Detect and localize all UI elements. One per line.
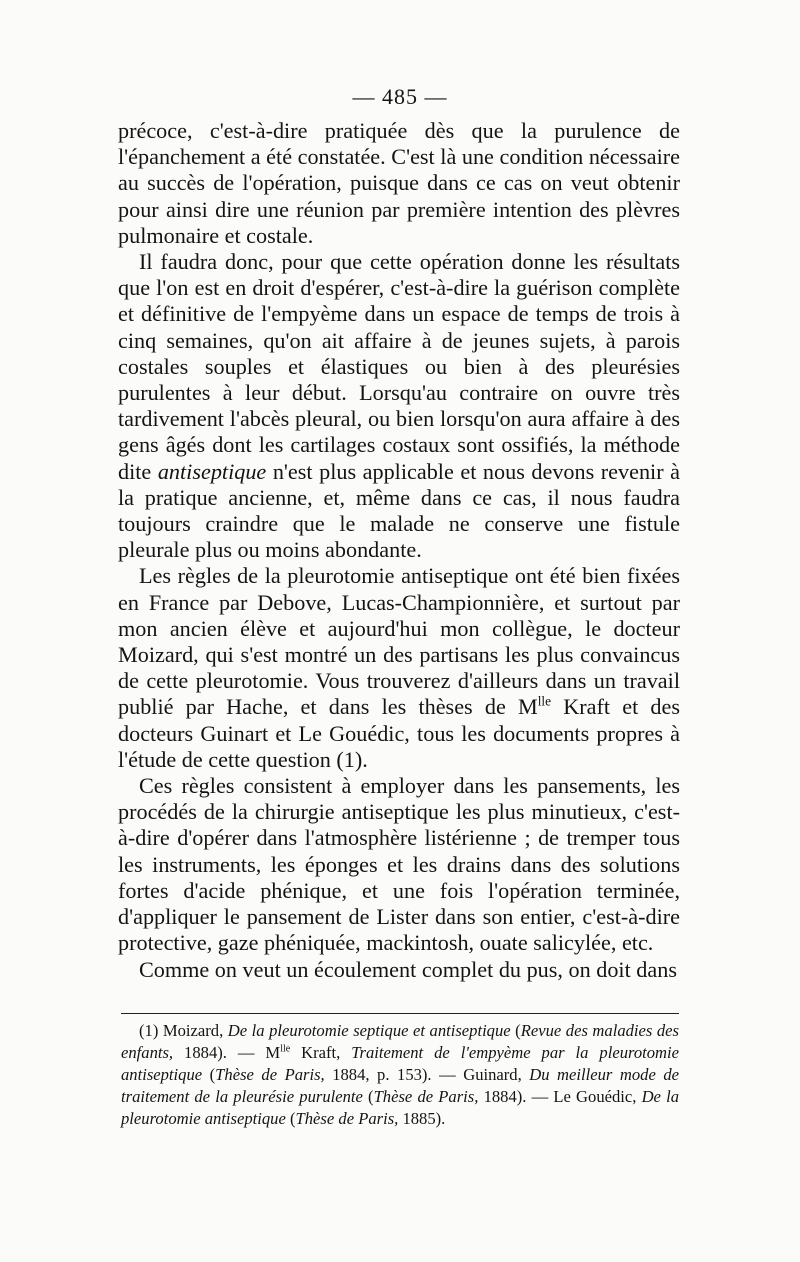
footnote-s8: 1884). — Le Gouédic, (478, 1087, 642, 1106)
footnote-i1: De la pleurotomie septique et antiseptique (227, 1021, 511, 1040)
footnote-i5: Du meilleur mode de traitement de la pleurésie purulente (121, 1065, 679, 1106)
footnote-sup: lle (280, 1043, 291, 1055)
paragraph-4: Ces règles consistent à employer dans les pansements, les procédés de la chirurgie antiseptique les plus minutieux, c'est-à-dire d'opérer dans l'atmosphère listérienne ; de tremper tous les instruments, les éponges et les drains dans des solutions fortes d'acide phénique, et une fois l'opération terminée, d'appliquer le pansement de Lister dans son entier, c'est-à-dire protective, gaze phéniquée, mackintosh, ouate salicylée, etc. (118, 773, 680, 956)
footnote-s6: 1884, p. 153). — Guinard, (324, 1065, 530, 1084)
paragraph-3-superscript: lle (537, 694, 552, 710)
footnote-i8: Thèse de Paris, (295, 1109, 399, 1128)
paragraph-2-text-b: n'est plus applicable et nous devons revenir à la pratique ancienne, et, même dans ce cas, il nous faudra toujours craindre que le malade ne conserve une fistule pleurale plus ou moins abondante. (118, 458, 680, 563)
paragraph-3-text-a: Les règles de la pleurotomie antiseptique ont été bien fixées en France par Debove, Lucas-Championnière, et surtout par mon ancien élève et aujourd'hui mon collègue, le docteur Moizard, qui s'est montré un des partisans les plus convaincus de cette pleurotomie. Vous trouverez d'ailleurs dans un travail publié par Hache, et dans les thèses de M (118, 563, 680, 720)
footnote-s5: ( (202, 1065, 216, 1084)
paragraph-2 (118, 249, 680, 563)
footnote-s3: 1884). — M (173, 1043, 281, 1062)
footnote-i7: De la pleurotomie antiseptique (121, 1087, 680, 1128)
footnote-s4: Kraft, (290, 1043, 352, 1062)
paragraph-5: Comme on veut un écoulement complet du pus, on doit dans (139, 956, 677, 982)
paragraph-1: précoce, c'est-à-dire pratiquée dès que la purulence de l'épanchement a été constatée. C'est là une condition nécessaire au succès de l'opération, puisque dans ce cas on veut obtenir pour ainsi dire une réunion par première intention des plèvres pulmonaire et costale. (118, 118, 680, 248)
paragraph-3-text-b: Kraft et des docteurs Guinart et Le Gouédic, tous les documents propres à l'étude de cette question (1). (118, 694, 680, 772)
footnote-s1: (1) Moizard, (139, 1021, 228, 1040)
footnote-s2: ( (510, 1021, 521, 1040)
footnote-i3: Traitement de l'empyème par la pleurotomie antiseptique (121, 1043, 679, 1084)
footnote-i6: Thèse de Paris, (373, 1087, 479, 1106)
page-number: — 485 — (352, 84, 448, 109)
footnote-s9: ( (285, 1109, 296, 1128)
paragraph-2-text-a: Il faudra donc, pour que cette opération donne les résultats que l'on est en droit d'espérer, c'est-à-dire la guérison complète et définitive de l'empyème dans un espace de temps de trois à cinq semaines, qu'on ait affaire à de jeunes sujets, à parois costales souples et élastiques ou bien à des pleurésies purulentes à leur début. Lorsqu'au contraire on ouvre très tardivement l'abcès pleural, ou bien lorsqu'on aura affaire à des gens âgés dont les cartilages costaux sont ossifiés, la méthode dite (118, 249, 680, 484)
footnote-rule (121, 1013, 679, 1014)
footnote-i4: Thèse de Paris, (215, 1065, 325, 1084)
footnote-s10: 1885). (398, 1109, 446, 1128)
footnote (121, 1020, 679, 1130)
footnote-s7: ( (362, 1087, 374, 1106)
footnote-i2: Revue des maladies des enfants, (121, 1021, 679, 1062)
paragraph-3 (118, 563, 680, 773)
body-text (118, 118, 680, 983)
paragraph-2-italic: antiseptique (157, 458, 267, 484)
